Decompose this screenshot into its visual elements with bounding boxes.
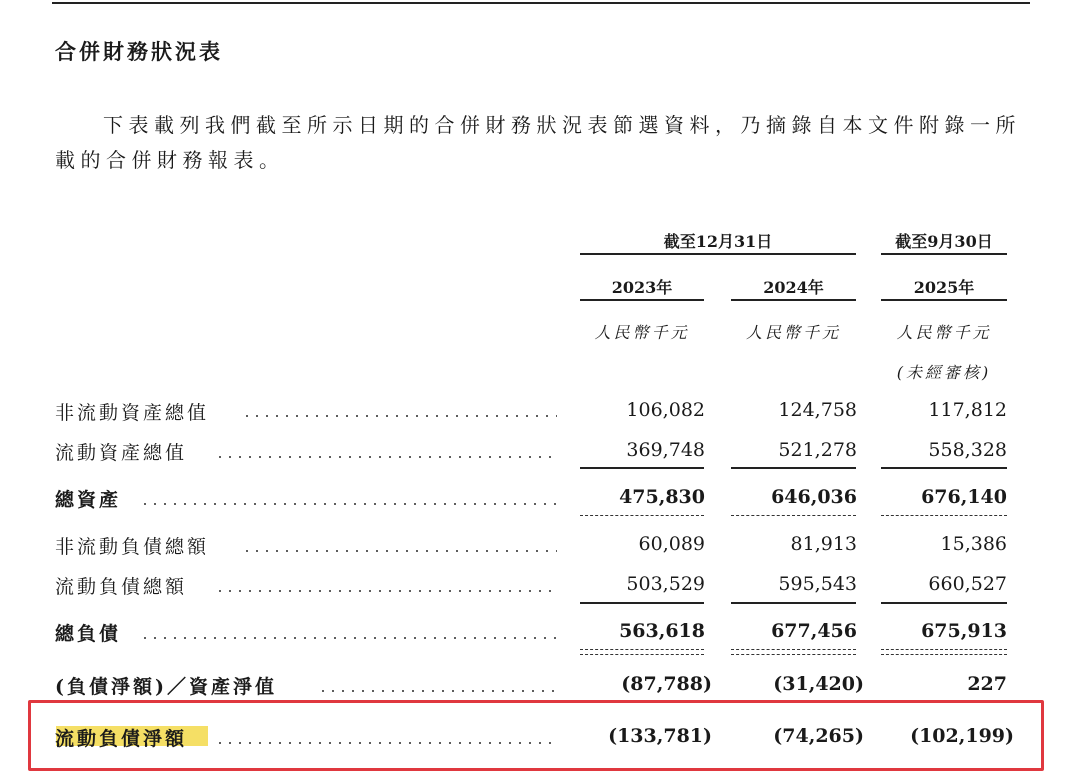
value-cell: 369,748 [626,439,705,461]
section-title: 合併財務狀況表 [55,39,223,64]
intro-paragraph: 下表載列我們截至所示日期的合併財務狀況表節選資料，乃摘錄自本文件附錄一所載的合併財務報表。 [55,113,1021,172]
year-rule-2023 [580,299,704,301]
value-cell: 60,089 [638,533,705,555]
row-label-noncurrent-assets [55,398,209,425]
subtotal-rule [580,467,704,469]
value-cell: 646,036 [771,486,857,508]
value-cell: (133,781) [608,725,712,747]
value-cell: (87,788) [621,673,712,695]
label-text: 總負債 [55,623,122,645]
subtotal-rule [580,602,704,604]
total-dashed-rule [881,654,1007,655]
total-dashed-rule [731,649,856,650]
value-cell: (74,265) [773,725,864,747]
total-dashed-rule [881,515,1007,516]
value-cell: 15,386 [940,533,1007,555]
value-cell: 227 [967,673,1007,695]
value-cell: 677,456 [771,620,857,642]
group-rule-dec31 [580,253,856,255]
row-label-current-assets [55,438,187,465]
unaudited-note: (未經審核) [896,363,992,382]
group-header-dec31: 截至12月31日 [663,232,773,251]
value-cell: 106,082 [626,399,705,421]
value-cell: 675,913 [921,620,1007,642]
subtotal-rule [881,467,1007,469]
total-dashed-rule [731,654,856,655]
value-cell: 595,543 [778,573,857,595]
highlight-box [28,700,1044,771]
value-cell: (102,199) [910,725,1014,747]
label-text: 總資產 [55,489,122,511]
value-cell: 503,529 [626,573,705,595]
total-dashed-rule [580,649,704,650]
row-label-total-liabilities [55,619,121,646]
row-label-net-assets [55,672,277,699]
value-cell: 124,758 [778,399,857,421]
leader-dots [242,415,557,417]
total-dashed-rule [881,649,1007,650]
value-cell: 117,812 [928,399,1007,421]
year-rule-2025 [881,299,1007,301]
label-text: 流動負債總額 [55,576,188,598]
row-label-total-assets [55,485,121,512]
value-cell: 81,913 [790,533,857,555]
label-text: 流動資產總值 [55,442,188,464]
unit-2025: 人民幣千元 [896,323,992,342]
leader-dots [215,456,557,458]
top-rule [52,2,1030,4]
subtotal-rule [881,602,1007,604]
row-label-noncurrent-liabilities [55,532,209,559]
year-rule-2024 [731,299,856,301]
value-cell: 676,140 [921,486,1007,508]
total-dashed-rule [580,654,704,655]
leader-dots [242,550,557,552]
year-2023-header: 2023年 [611,278,673,297]
total-dashed-rule [580,515,704,516]
leader-dots [215,590,557,592]
label-text: 非流動負債總額 [55,536,210,558]
row-label-current-liabilities [55,572,187,599]
label-text: (負債淨額)／資產淨值 [55,676,277,698]
group-rule-sep30 [881,253,1007,255]
label-text: 流動負債淨額 [55,728,188,750]
value-cell: (31,420) [773,673,864,695]
group-header-sep30: 截至9月30日 [895,232,993,251]
year-2025-header: 2025年 [913,278,975,297]
value-cell: 475,830 [619,486,705,508]
value-cell: 521,278 [778,439,857,461]
total-dashed-rule [731,515,856,516]
leader-dots [318,690,557,692]
subtotal-rule [731,602,856,604]
leader-dots [140,503,557,505]
value-cell: 563,618 [619,620,705,642]
year-2024-header: 2024年 [763,278,824,297]
unit-2024: 人民幣千元 [745,323,841,342]
leader-dots [140,637,557,639]
unit-2023: 人民幣千元 [594,323,690,342]
subtotal-rule [731,467,856,469]
label-text: 非流動資產總值 [55,402,210,424]
value-cell: 660,527 [928,573,1007,595]
value-cell: 558,328 [928,439,1007,461]
